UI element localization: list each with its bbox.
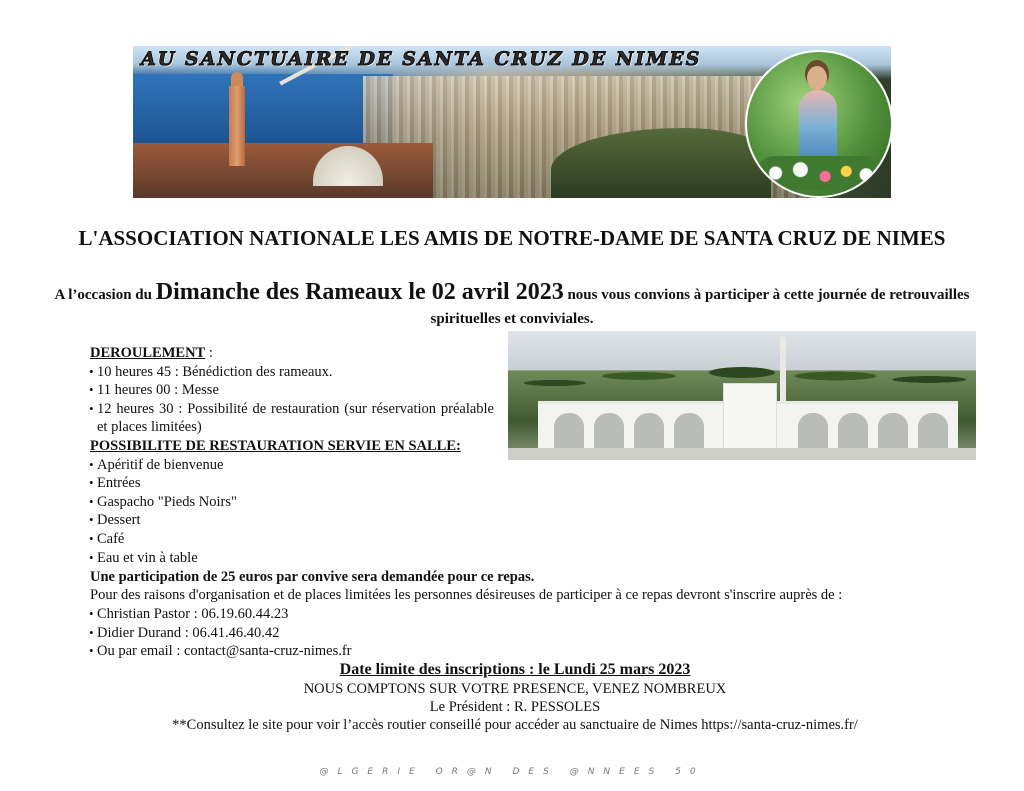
foreground-buildings (133, 143, 433, 198)
chapel-entrance (723, 383, 777, 451)
deadline-line (90, 661, 940, 680)
deroulement-title: DEROULEMENT (90, 345, 206, 361)
watermark: @LGERIE OR@N DES @NNEES 50 (319, 767, 705, 777)
inscription-intro: Pour des raisons d'organisation et de places limitées les personnes désireuses de participer à ce repas devront s'inscrire auprès de : (90, 587, 843, 603)
deroulement-heading (90, 344, 494, 363)
contact-item: • Ou par email : contact@santa-cruz-nimes.fr (90, 642, 970, 661)
statue-head (807, 66, 827, 90)
bell-tower (229, 86, 245, 166)
sea (133, 74, 393, 154)
header-banner-image (133, 46, 891, 198)
website-note: **Consultez le site pour voir l’accès routier conseillé pour accéder au sanctuaire de Nimes https://santa-cruz-nimes.fr/ (172, 717, 858, 733)
arch (634, 413, 664, 449)
arch (674, 413, 704, 449)
programme-column (90, 344, 494, 567)
contact-list (90, 605, 970, 661)
contact-item: • Christian Pastor : 06.19.60.44.23 (90, 605, 970, 624)
participation-note: Une participation de 25 euros par convive sera demandée pour ce repas. (90, 569, 535, 585)
madonna-statue-medallion (745, 50, 891, 198)
sanctuary-photo (508, 331, 976, 460)
deroulement-list (90, 363, 494, 437)
list-item: • 12 heures 30 : Possibilité de restauration (sur réservation préalable et places limitées) (90, 400, 494, 437)
deroulement-colon: : (205, 345, 213, 361)
arch (554, 413, 584, 449)
arch (878, 413, 908, 449)
spire (780, 337, 786, 407)
list-item: • Eau et vin à table (90, 549, 494, 568)
event-name: Dimanche des Rameaux le 02 avril 2023 (155, 279, 564, 305)
arch (918, 413, 948, 449)
occasion-prefix: A l’occasion du (54, 287, 156, 303)
closing-line: NOUS COMPTONS SUR VOTRE PRESENCE, VENEZ NOMBREUX (303, 681, 727, 697)
list-item: • Apéritif de bienvenue (90, 456, 494, 475)
list-item: • Gaspacho "Pieds Noirs" (90, 493, 494, 512)
menu-list (90, 456, 494, 568)
list-item: • Café (90, 530, 494, 549)
list-item: • 11 heures 00 : Messe (90, 381, 494, 400)
flowers (757, 156, 881, 190)
arch (594, 413, 624, 449)
list-item: • 10 heures 45 : Bénédiction des rameaux. (90, 363, 494, 382)
arch (838, 413, 868, 449)
courtyard (508, 448, 976, 460)
association-heading: L'ASSOCIATION NATIONALE LES AMIS DE NOTRE-DAME DE SANTA CRUZ DE NIMES (78, 226, 946, 250)
arch (798, 413, 828, 449)
list-item: • Dessert (90, 511, 494, 530)
banner-title: AU SANCTUAIRE DE SANTA CRUZ DE NIMES (141, 48, 702, 70)
deadline: Date limite des inscriptions : le Lundi 25 mars 2023 (339, 661, 691, 678)
president-signature: Le Président : R. PESSOLES (429, 699, 601, 715)
occasion-suffix: nous vous convions à participer à cette journée de retrouvailles spirituelles et conviviales. (430, 287, 970, 327)
occasion-paragraph (30, 280, 994, 331)
list-item: • Entrées (90, 474, 494, 493)
contact-item: • Didier Durand : 06.41.46.40.42 (90, 624, 970, 643)
restauration-title: POSSIBILITE DE RESTAURATION SERVIE EN SALLE: (90, 437, 461, 454)
